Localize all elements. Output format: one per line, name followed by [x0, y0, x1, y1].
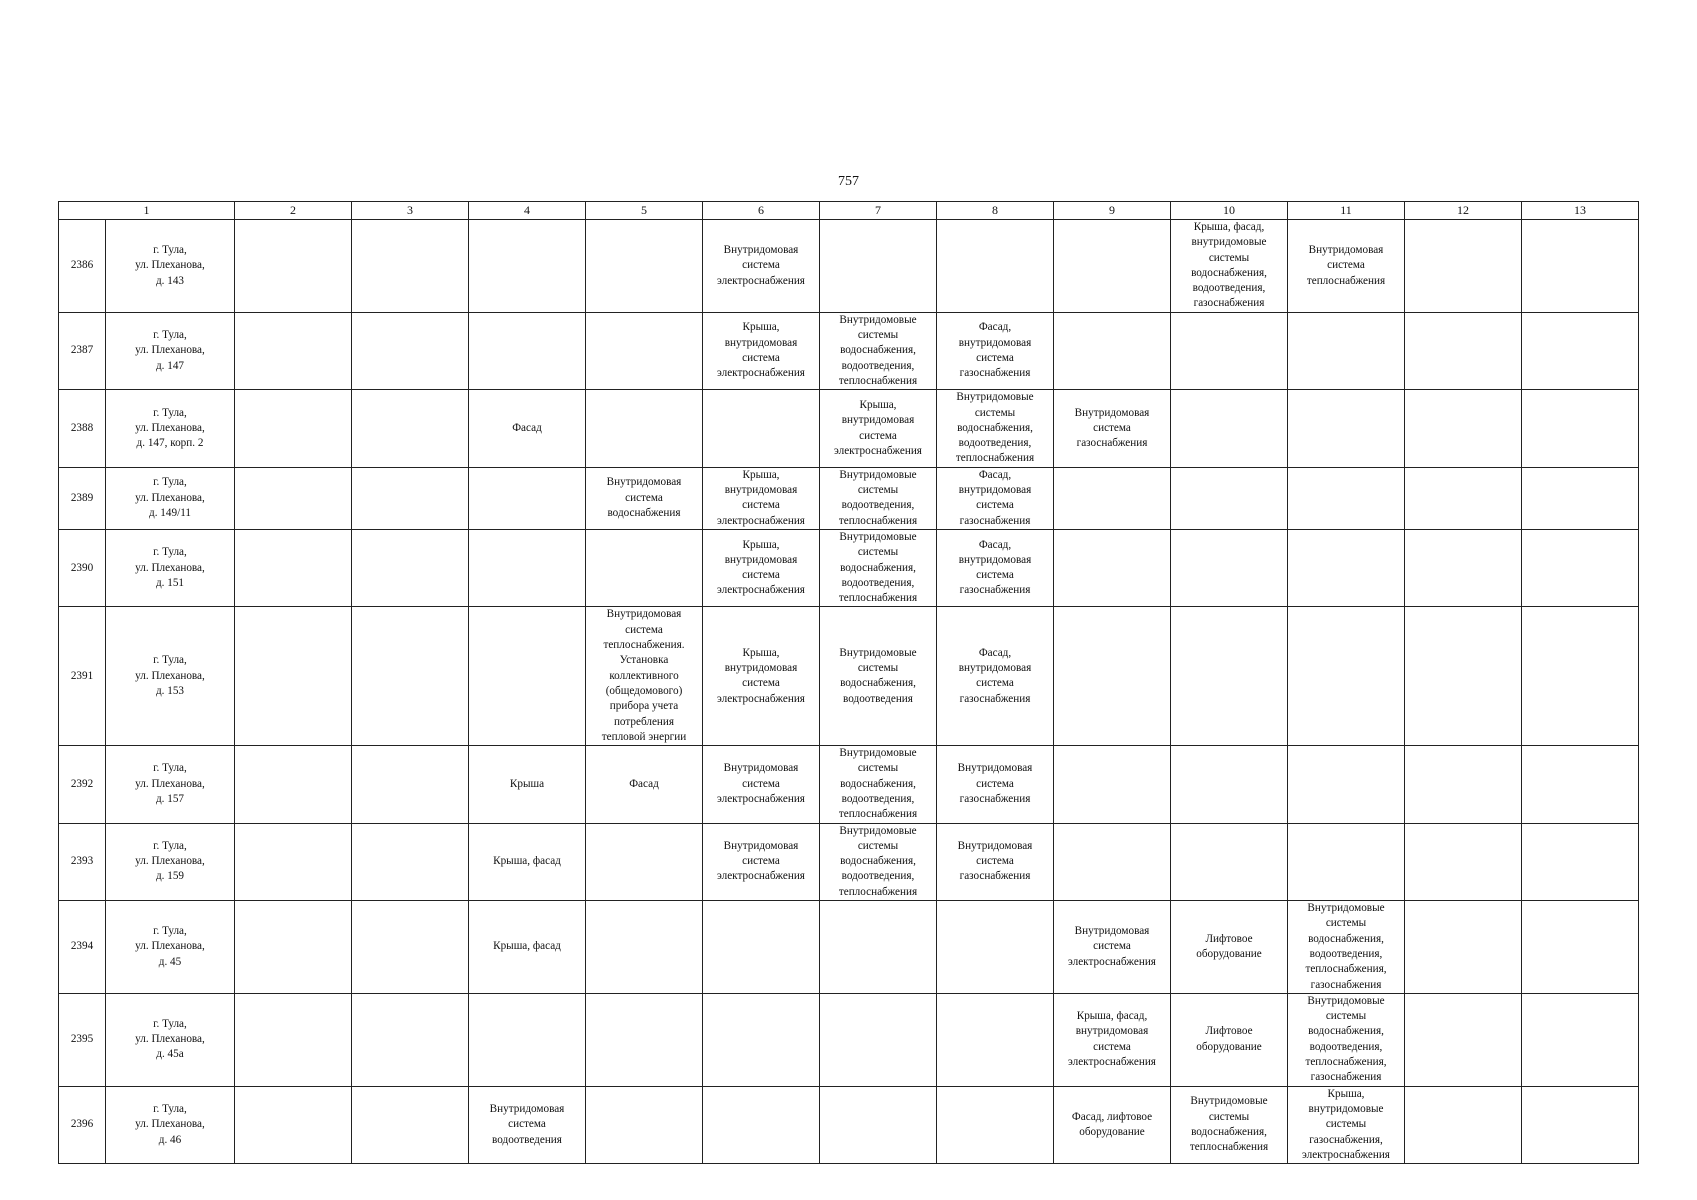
work-cell-col-12 — [1405, 746, 1522, 823]
work-cell-col-9: Крыша, фасад, внутридомовая система электроснабжения — [1054, 993, 1171, 1086]
work-cell-col-7: Внутридомовые системы водоснабжения, водоотведения, теплоснабжения — [820, 529, 937, 606]
work-cell-col-11: Внутридомовые системы водоснабжения, водоотведения, теплоснабжения, газоснабжения — [1288, 901, 1405, 994]
work-cell-col-13 — [1522, 390, 1639, 467]
work-cell-col-5 — [586, 1086, 703, 1163]
work-cell-col-2 — [235, 901, 352, 994]
column-header-9: 9 — [1054, 202, 1171, 220]
work-cell-col-5 — [586, 993, 703, 1086]
work-cell-col-5 — [586, 901, 703, 994]
work-cell-col-5: Внутридомовая система теплоснабжения. Установка коллективного (общедомового) прибора учета потребления тепловой энергии — [586, 607, 703, 746]
address-cell: г. Тула, ул. Плеханова, д. 45 — [106, 901, 235, 994]
address-cell: г. Тула, ул. Плеханова, д. 147 — [106, 312, 235, 389]
work-cell-col-3 — [352, 390, 469, 467]
work-cell-col-10: Лифтовое оборудование — [1171, 901, 1288, 994]
address-cell: г. Тула, ул. Плеханова, д. 151 — [106, 529, 235, 606]
work-cell-col-8: Внутридомовая система газоснабжения — [937, 823, 1054, 900]
work-cell-col-10 — [1171, 467, 1288, 529]
work-cell-col-4: Крыша — [469, 746, 586, 823]
work-cell-col-8: Фасад, внутридомовая система газоснабжения — [937, 529, 1054, 606]
row-number: 2395 — [59, 993, 106, 1086]
work-cell-col-12 — [1405, 607, 1522, 746]
work-cell-col-4 — [469, 993, 586, 1086]
work-cell-col-6: Внутридомовая система электроснабжения — [703, 746, 820, 823]
column-header-7: 7 — [820, 202, 937, 220]
work-cell-col-8: Фасад, внутридомовая система газоснабжения — [937, 467, 1054, 529]
table-row — [59, 901, 1639, 994]
work-cell-col-7 — [820, 901, 937, 994]
address-cell: г. Тула, ул. Плеханова, д. 147, корп. 2 — [106, 390, 235, 467]
column-header-3: 3 — [352, 202, 469, 220]
work-cell-col-3 — [352, 993, 469, 1086]
work-cell-col-2 — [235, 1086, 352, 1163]
work-cell-col-6: Внутридомовая система электроснабжения — [703, 823, 820, 900]
work-cell-col-13 — [1522, 529, 1639, 606]
work-cell-col-11 — [1288, 607, 1405, 746]
work-cell-col-10: Лифтовое оборудование — [1171, 993, 1288, 1086]
row-number: 2390 — [59, 529, 106, 606]
work-cell-col-6 — [703, 993, 820, 1086]
work-cell-col-3 — [352, 312, 469, 389]
work-cell-col-2 — [235, 746, 352, 823]
work-cell-col-11 — [1288, 312, 1405, 389]
work-cell-col-11: Внутридомовая система теплоснабжения — [1288, 220, 1405, 313]
column-header-13: 13 — [1522, 202, 1639, 220]
table-row — [59, 607, 1639, 746]
column-header-5: 5 — [586, 202, 703, 220]
work-cell-col-3 — [352, 529, 469, 606]
table-row — [59, 1086, 1639, 1163]
work-cell-col-8 — [937, 901, 1054, 994]
header-row — [59, 202, 1639, 220]
work-cell-col-13 — [1522, 220, 1639, 313]
work-cell-col-13 — [1522, 607, 1639, 746]
column-header-2: 2 — [235, 202, 352, 220]
work-cell-col-12 — [1405, 220, 1522, 313]
work-cell-col-11 — [1288, 390, 1405, 467]
row-number: 2393 — [59, 823, 106, 900]
column-header-12: 12 — [1405, 202, 1522, 220]
table-row — [59, 390, 1639, 467]
work-cell-col-9: Внутридомовая система электроснабжения — [1054, 901, 1171, 994]
work-cell-col-8 — [937, 1086, 1054, 1163]
row-number: 2391 — [59, 607, 106, 746]
address-cell: г. Тула, ул. Плеханова, д. 45а — [106, 993, 235, 1086]
work-cell-col-10: Внутридомовые системы водоснабжения, теплоснабжения — [1171, 1086, 1288, 1163]
work-cell-col-11 — [1288, 467, 1405, 529]
work-cell-col-7 — [820, 220, 937, 313]
work-cell-col-4 — [469, 220, 586, 313]
work-cell-col-2 — [235, 993, 352, 1086]
work-cell-col-9 — [1054, 823, 1171, 900]
work-cell-col-4 — [469, 607, 586, 746]
work-cell-col-7: Внутридомовые системы водоснабжения, водоотведения, теплоснабжения — [820, 312, 937, 389]
address-cell: г. Тула, ул. Плеханова, д. 159 — [106, 823, 235, 900]
work-cell-col-9 — [1054, 220, 1171, 313]
work-cell-col-7: Внутридомовые системы водоснабжения, водоотведения, теплоснабжения — [820, 746, 937, 823]
work-cell-col-4: Фасад — [469, 390, 586, 467]
work-cell-col-2 — [235, 390, 352, 467]
work-cell-col-8 — [937, 993, 1054, 1086]
work-cell-col-8: Внутридомовые системы водоснабжения, водоотведения, теплоснабжения — [937, 390, 1054, 467]
table-body — [59, 220, 1639, 1164]
work-cell-col-9 — [1054, 607, 1171, 746]
work-cell-col-6: Крыша, внутридомовая система электроснабжения — [703, 607, 820, 746]
work-cell-col-7: Внутридомовые системы водоотведения, теплоснабжения — [820, 467, 937, 529]
page-number: 757 — [838, 174, 859, 189]
column-header-11: 11 — [1288, 202, 1405, 220]
work-cell-col-7: Внутридомовые системы водоснабжения, водоотведения, теплоснабжения — [820, 823, 937, 900]
work-cell-col-12 — [1405, 823, 1522, 900]
column-header-1: 1 — [59, 202, 235, 220]
table-row — [59, 823, 1639, 900]
address-cell: г. Тула, ул. Плеханова, д. 149/11 — [106, 467, 235, 529]
work-cell-col-2 — [235, 312, 352, 389]
work-cell-col-12 — [1405, 1086, 1522, 1163]
column-header-8: 8 — [937, 202, 1054, 220]
work-cell-col-5 — [586, 220, 703, 313]
work-cell-col-13 — [1522, 467, 1639, 529]
work-cell-col-2 — [235, 467, 352, 529]
work-cell-col-12 — [1405, 901, 1522, 994]
work-cell-col-11 — [1288, 529, 1405, 606]
work-cell-col-12 — [1405, 993, 1522, 1086]
work-cell-col-5: Внутридомовая система водоснабжения — [586, 467, 703, 529]
column-header-10: 10 — [1171, 202, 1288, 220]
work-cell-col-9 — [1054, 312, 1171, 389]
address-cell: г. Тула, ул. Плеханова, д. 157 — [106, 746, 235, 823]
table-row — [59, 529, 1639, 606]
work-cell-col-6: Крыша, внутридомовая система электроснабжения — [703, 529, 820, 606]
work-cell-col-8: Внутридомовая система газоснабжения — [937, 746, 1054, 823]
work-cell-col-7: Внутридомовые системы водоснабжения, водоотведения — [820, 607, 937, 746]
work-cell-col-2 — [235, 607, 352, 746]
work-cell-col-10 — [1171, 607, 1288, 746]
row-number: 2389 — [59, 467, 106, 529]
work-cell-col-10 — [1171, 529, 1288, 606]
row-number: 2387 — [59, 312, 106, 389]
work-cell-col-4 — [469, 529, 586, 606]
work-cell-col-10 — [1171, 312, 1288, 389]
work-cell-col-9 — [1054, 467, 1171, 529]
row-number: 2394 — [59, 901, 106, 994]
work-cell-col-13 — [1522, 312, 1639, 389]
work-cell-col-5 — [586, 823, 703, 900]
work-cell-col-12 — [1405, 529, 1522, 606]
work-cell-col-13 — [1522, 746, 1639, 823]
work-cell-col-5 — [586, 390, 703, 467]
work-cell-col-3 — [352, 467, 469, 529]
work-cell-col-7 — [820, 1086, 937, 1163]
work-cell-col-13 — [1522, 823, 1639, 900]
work-cell-col-6 — [703, 1086, 820, 1163]
work-cell-col-13 — [1522, 1086, 1639, 1163]
work-cell-col-2 — [235, 529, 352, 606]
work-cell-col-3 — [352, 1086, 469, 1163]
work-cell-col-12 — [1405, 467, 1522, 529]
work-cell-col-6: Внутридомовая система электроснабжения — [703, 220, 820, 313]
work-cell-col-6 — [703, 901, 820, 994]
work-cell-col-5: Фасад — [586, 746, 703, 823]
work-cell-col-3 — [352, 746, 469, 823]
row-number: 2386 — [59, 220, 106, 313]
table-row — [59, 220, 1639, 313]
work-cell-col-4: Крыша, фасад — [469, 901, 586, 994]
row-number: 2392 — [59, 746, 106, 823]
work-cell-col-4: Внутридомовая система водоотведения — [469, 1086, 586, 1163]
work-cell-col-7: Крыша, внутридомовая система электроснабжения — [820, 390, 937, 467]
work-cell-col-5 — [586, 312, 703, 389]
work-cell-col-6 — [703, 390, 820, 467]
work-cell-col-6: Крыша, внутридомовая система электроснабжения — [703, 467, 820, 529]
work-cell-col-3 — [352, 607, 469, 746]
work-cell-col-3 — [352, 901, 469, 994]
work-cell-col-7 — [820, 993, 937, 1086]
work-cell-col-4 — [469, 467, 586, 529]
row-number: 2388 — [59, 390, 106, 467]
work-cell-col-9 — [1054, 746, 1171, 823]
work-cell-col-11 — [1288, 746, 1405, 823]
work-cell-col-4: Крыша, фасад — [469, 823, 586, 900]
work-cell-col-11 — [1288, 823, 1405, 900]
work-cell-col-3 — [352, 220, 469, 313]
work-cell-col-11: Внутридомовые системы водоснабжения, водоотведения, теплоснабжения, газоснабжения — [1288, 993, 1405, 1086]
work-cell-col-8 — [937, 220, 1054, 313]
work-cell-col-10 — [1171, 823, 1288, 900]
work-cell-col-5 — [586, 529, 703, 606]
work-cell-col-9: Фасад, лифтовое оборудование — [1054, 1086, 1171, 1163]
column-header-6: 6 — [703, 202, 820, 220]
table-row — [59, 993, 1639, 1086]
work-cell-col-10 — [1171, 390, 1288, 467]
address-cell: г. Тула, ул. Плеханова, д. 153 — [106, 607, 235, 746]
capital-repair-table — [58, 201, 1639, 1164]
work-cell-col-4 — [469, 312, 586, 389]
work-cell-col-2 — [235, 823, 352, 900]
table-row — [59, 746, 1639, 823]
work-cell-col-12 — [1405, 312, 1522, 389]
work-cell-col-13 — [1522, 901, 1639, 994]
column-header-4: 4 — [469, 202, 586, 220]
work-cell-col-9: Внутридомовая система газоснабжения — [1054, 390, 1171, 467]
work-cell-col-10: Крыша, фасад, внутридомовые системы водоснабжения, водоотведения, газоснабжения — [1171, 220, 1288, 313]
address-cell: г. Тула, ул. Плеханова, д. 46 — [106, 1086, 235, 1163]
work-cell-col-12 — [1405, 390, 1522, 467]
row-number: 2396 — [59, 1086, 106, 1163]
table-row — [59, 312, 1639, 389]
work-cell-col-8: Фасад, внутридомовая система газоснабжения — [937, 312, 1054, 389]
work-cell-col-11: Крыша, внутридомовые системы газоснабжения, электроснабжения — [1288, 1086, 1405, 1163]
work-cell-col-9 — [1054, 529, 1171, 606]
work-cell-col-13 — [1522, 993, 1639, 1086]
work-cell-col-10 — [1171, 746, 1288, 823]
table-row — [59, 467, 1639, 529]
work-cell-col-6: Крыша, внутридомовая система электроснабжения — [703, 312, 820, 389]
work-cell-col-8: Фасад, внутридомовая система газоснабжения — [937, 607, 1054, 746]
address-cell: г. Тула, ул. Плеханова, д. 143 — [106, 220, 235, 313]
work-cell-col-2 — [235, 220, 352, 313]
work-cell-col-3 — [352, 823, 469, 900]
